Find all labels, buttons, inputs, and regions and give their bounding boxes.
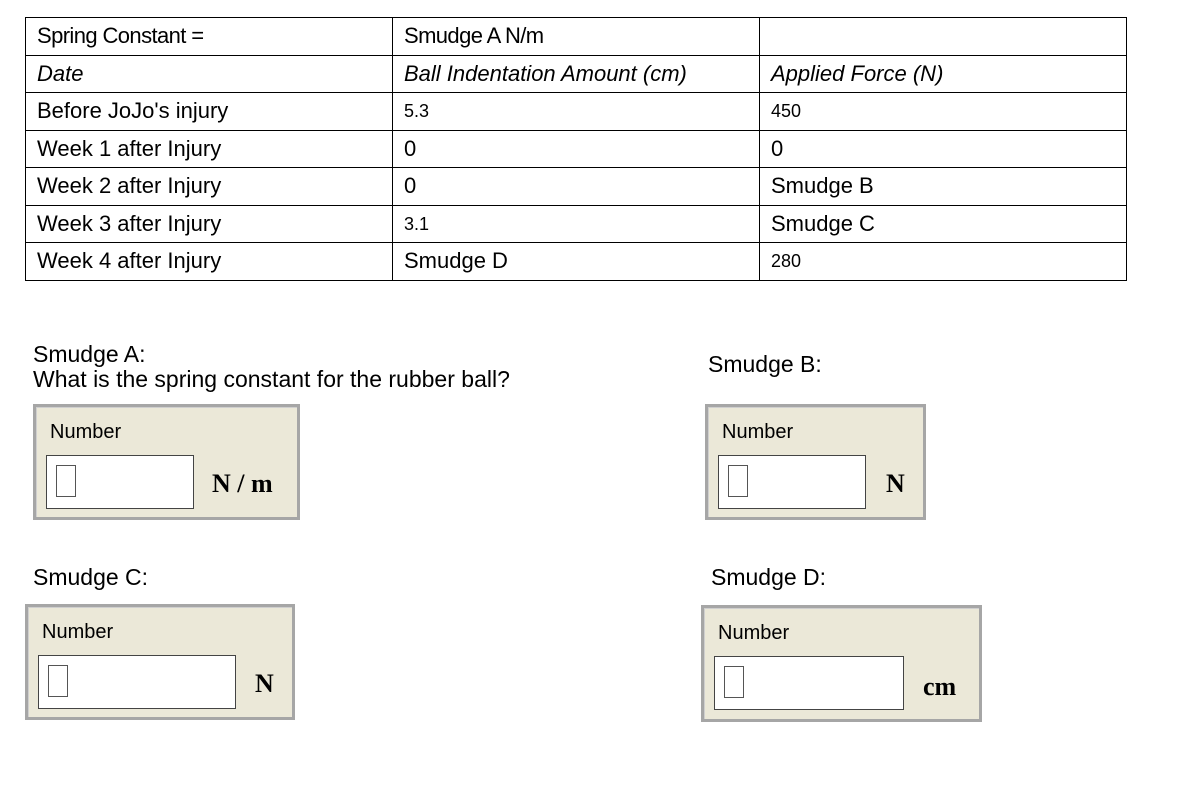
smudge-c-number-label: Number: [42, 621, 114, 643]
table-header-row: [26, 18, 1127, 56]
smudge-a-title: Smudge A:: [33, 341, 146, 367]
smudge-c-unit: N: [255, 669, 274, 698]
data-table: [25, 17, 1127, 281]
table-row: [26, 243, 1127, 281]
row-date: Before JoJo's injury: [26, 93, 393, 131]
smudge-c-title: Smudge C:: [33, 564, 149, 590]
smudge-d-input-container: [714, 656, 904, 710]
row-force: 450: [760, 93, 1127, 131]
smudge-a-input[interactable]: [47, 456, 193, 508]
spring-constant-label: Spring Constant =: [26, 18, 393, 56]
row-date: Week 4 after Injury: [26, 243, 393, 281]
smudge-b-title: Smudge B:: [708, 351, 822, 377]
smudge-c-input-container: [38, 655, 236, 709]
row-indentation: 5.3: [393, 93, 760, 131]
column-header-force: Applied Force (N): [760, 55, 1127, 93]
table-row: [26, 205, 1127, 243]
spring-constant-value: Smudge A N/m: [393, 18, 760, 56]
smudge-b-unit: N: [886, 469, 905, 498]
row-date: Week 2 after Injury: [26, 168, 393, 206]
smudge-b-input[interactable]: [719, 456, 865, 508]
spring-constant-blank: [760, 18, 1127, 56]
smudge-c-input[interactable]: [39, 656, 235, 708]
smudge-d-input[interactable]: [715, 657, 903, 709]
smudge-d-title: Smudge D:: [711, 564, 827, 590]
row-indentation: 3.1: [393, 205, 760, 243]
row-indentation: 0: [393, 130, 760, 168]
table-row: [26, 168, 1127, 206]
smudge-a-unit: N / m: [212, 469, 273, 498]
column-header-date: Date: [26, 55, 393, 93]
row-force: Smudge B: [760, 168, 1127, 206]
smudge-b-input-container: [718, 455, 866, 509]
row-date: Week 1 after Injury: [26, 130, 393, 168]
row-indentation: Smudge D: [393, 243, 760, 281]
smudge-d-answer-box: [701, 605, 982, 722]
smudge-a-number-label: Number: [50, 421, 122, 443]
row-date: Week 3 after Injury: [26, 205, 393, 243]
row-indentation: 0: [393, 168, 760, 206]
smudge-b-answer-box: [705, 404, 926, 520]
row-force: 0: [760, 130, 1127, 168]
table-row: [26, 130, 1127, 168]
row-force: 280: [760, 243, 1127, 281]
column-header-indentation: Ball Indentation Amount (cm): [393, 55, 760, 93]
smudge-b-number-label: Number: [722, 421, 794, 443]
table-row: [26, 93, 1127, 131]
smudge-a-input-container: [46, 455, 194, 509]
smudge-c-answer-box: [25, 604, 295, 720]
row-force: Smudge C: [760, 205, 1127, 243]
smudge-a-prompt: What is the spring constant for the rubber ball?: [33, 366, 510, 392]
smudge-d-number-label: Number: [718, 622, 790, 644]
table-column-headers: [26, 55, 1127, 93]
smudge-a-answer-box: [33, 404, 300, 520]
smudge-d-unit: cm: [923, 672, 957, 701]
